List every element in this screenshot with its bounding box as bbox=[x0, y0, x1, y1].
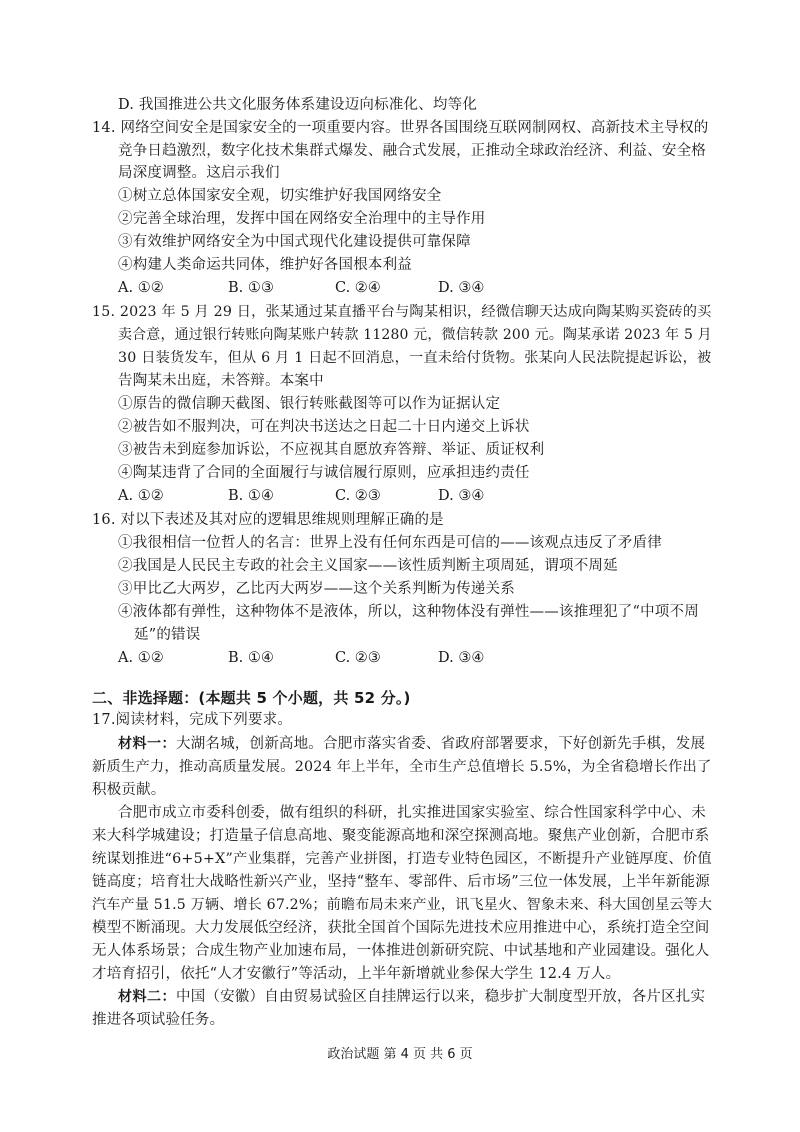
q16-option-d[interactable]: D. ③④ bbox=[438, 650, 485, 666]
q15-options bbox=[118, 487, 678, 505]
material-2-first-line bbox=[118, 988, 705, 1006]
page-footer: 政治试题 第 4 页 共 6 页 bbox=[327, 1047, 473, 1062]
material-1-line: 无人体系场景；合成生物产业加速布局，一体推进创新研究院、中试基地和产业园建设。强化人 bbox=[92, 943, 710, 959]
q16-options bbox=[118, 649, 678, 667]
q16-option-a[interactable]: A. ①② bbox=[118, 650, 164, 666]
section-2-title: 二、非选择题：(本题共 5 个小题，共 52 分。) bbox=[92, 689, 411, 707]
material-2-line: 中国（安徽）自由贸易试验区自挂牌运行以来，稳步扩大制度型开放，各片区扎实 bbox=[176, 989, 706, 1005]
material-1-line: 链高度；培育壮大战略性新兴产业，坚持“整车、零部件、后市场”三位一体发展，上半年新能源 bbox=[92, 874, 710, 890]
material-1-line: 汽车产量 51.5 万辆、增长 67.2%；前瞻布局未来产业，讯飞星火、智象未来、科大国创星云等大 bbox=[92, 897, 713, 913]
q14-item: ①树立总体国家安全观，切实维护好我国网络安全 bbox=[118, 188, 442, 204]
q14-option-c[interactable]: C. ②④ bbox=[335, 280, 381, 296]
q16-item: ①我很相信一位哲人的名言：世界上没有任何东西是可信的——该观点违反了矛盾律 bbox=[118, 535, 662, 551]
q13-option-d: D. 我国推进公共文化服务体系建设迈向标准化、均等化 bbox=[118, 97, 478, 113]
q16-item: ③甲比乙大两岁，乙比丙大两岁——这个关系判断为传递关系 bbox=[118, 581, 515, 597]
q14-option-b[interactable]: B. ①③ bbox=[228, 280, 274, 296]
q14-item: ④构建人类命运共同体，维护好各国根本利益 bbox=[118, 257, 412, 273]
q16-item: ②我国是人民民主专政的社会主义国家——该性质判断主项周延，谓项不周延 bbox=[118, 558, 618, 574]
material-1-line: 才培育招引，依托“人才安徽行”等活动，上半年新增就业参保大学生 12.4 万人。 bbox=[92, 966, 621, 982]
material-1-label: 材料一： bbox=[118, 736, 176, 752]
q17-intro: 17.阅读材料，完成下列要求。 bbox=[92, 712, 293, 728]
material-1-line: 新质生产力，推动高质量发展。2024 年上半年，全市生产总值增长 5.5%，为全省稳增长作出了 bbox=[92, 759, 712, 775]
material-2-label: 材料二： bbox=[118, 989, 176, 1005]
q14-stem-line: 局深度调整。这启示我们 bbox=[118, 165, 280, 181]
q15-stem-line: 卖合意，通过银行转账向陶某账户转款 11280 元，微信转款 200 元。陶某承诺 2023 年 5 月 bbox=[118, 327, 712, 343]
q15-item: ③被告未到庭参加诉讼，不应视其自愿放弃答辩、举证、质证权利 bbox=[118, 442, 545, 458]
q15-item: ④陶某违背了合同的全面履行与诚信履行原则，应承担违约责任 bbox=[118, 465, 530, 481]
q16-item-cont: 延”的错误 bbox=[134, 627, 201, 643]
q15-stem-line: 15. 2023 年 5 月 29 日，张某通过某直播平台与陶某相识，经微信聊天达成向陶某购买瓷砖的买 bbox=[92, 304, 712, 320]
material-1-line: 统谋划推进“6+5+X”产业集群，完善产业拼图，打造专业特色园区，不断提升产业链厚度、价值 bbox=[92, 851, 712, 867]
q16-stem-line: 16. 对以下表述及其对应的逻辑思维规则理解正确的是 bbox=[92, 512, 444, 528]
q14-stem-line: 14. 网络空间安全是国家安全的一项重要内容。世界各国围绕互联网制网权、高新技术主导权的 bbox=[92, 120, 709, 136]
material-1-line: 模型不断涌现。大力发展低空经济，获批全国首个国际先进技术应用推进中心，系统打造全空间 bbox=[92, 920, 710, 936]
q16-option-b[interactable]: B. ①④ bbox=[228, 650, 274, 666]
q15-item: ②被告如不服判决，可在判决书送达之日起二十日内递交上诉状 bbox=[118, 419, 530, 435]
q14-item: ②完善全球治理，发挥中国在网络安全治理中的主导作用 bbox=[118, 211, 486, 227]
material-1-first-line bbox=[118, 735, 705, 753]
material-1-line: 大湖名城，创新高地。合肥市落实省委、省政府部署要求，下好创新先手棋，发展 bbox=[176, 736, 706, 752]
q16-option-c[interactable]: C. ②③ bbox=[335, 650, 381, 666]
q14-options bbox=[118, 279, 678, 297]
q15-stem-line: 30 日装货发车，但从 6 月 1 日起不回消息，一直未给付货物。张某向人民法院提起诉讼，被 bbox=[118, 350, 712, 366]
q15-option-c[interactable]: C. ②③ bbox=[335, 488, 381, 504]
q15-item: ①原告的微信聊天截图、银行转账截图等可以作为证据认定 bbox=[118, 396, 501, 412]
material-1-line: 来大科学城建设；打造量子信息高地、聚变能源高地和深空探测高地。聚焦产业创新，合肥市系 bbox=[92, 828, 710, 844]
q14-item: ③有效维护网络安全为中国式现代化建设提供可靠保障 bbox=[118, 234, 471, 250]
q15-option-b[interactable]: B. ①④ bbox=[228, 488, 274, 504]
material-1-line: 积极贡献。 bbox=[92, 782, 166, 798]
q14-stem-line: 竞争日趋激烈，数字化技术集群式爆发、融合式发展，正推动全球政治经济、利益、安全格 bbox=[118, 143, 706, 159]
q16-item: ④液体都有弹性，这种物体不是液体，所以，这种物体没有弹性——该推理犯了“中项不周 bbox=[118, 604, 699, 620]
q15-option-d[interactable]: D. ③④ bbox=[438, 488, 485, 504]
q15-stem-line: 告陶某未出庭，未答辩。本案中 bbox=[118, 373, 324, 389]
q15-option-a[interactable]: A. ①② bbox=[118, 488, 164, 504]
q14-option-a[interactable]: A. ①② bbox=[118, 280, 164, 296]
material-1-line: 合肥市成立市委科创委，做有组织的科研，扎实推进国家实验室、综合性国家科学中心、未 bbox=[118, 805, 706, 821]
material-2-line: 推进各项试验任务。 bbox=[92, 1012, 225, 1028]
q14-option-d[interactable]: D. ③④ bbox=[438, 280, 485, 296]
